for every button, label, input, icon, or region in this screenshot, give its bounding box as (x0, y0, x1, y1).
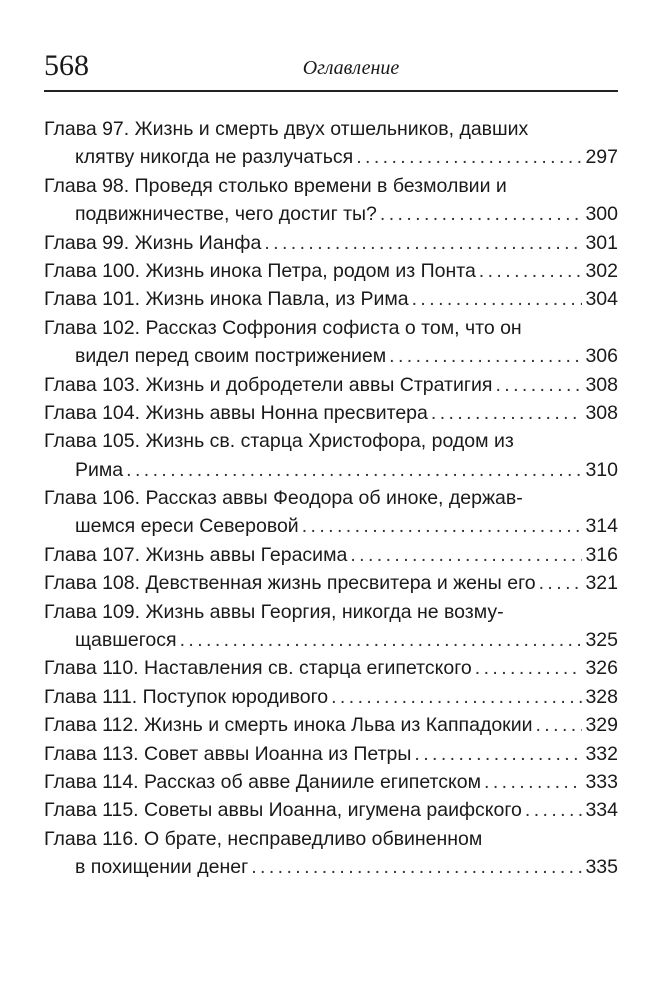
toc-entry-line (44, 172, 618, 200)
toc-entry (44, 598, 618, 655)
toc-entry-last-line (44, 200, 618, 228)
toc-entry-title: в похищении денег (75, 856, 249, 879)
dot-leader (475, 654, 583, 682)
toc-page-number: 304 (585, 288, 618, 311)
dot-leader (389, 342, 582, 370)
toc-entry-last-line (44, 342, 618, 370)
toc-entry-line (44, 115, 618, 143)
toc-page-number: 328 (585, 685, 618, 708)
toc-entry-last-line (44, 654, 618, 682)
toc-page-number: 300 (585, 203, 618, 226)
toc-entry (44, 172, 618, 229)
dot-leader (302, 512, 583, 540)
dot-leader (251, 853, 582, 881)
toc-entry-title: Глава 97. Жизнь и смерть двух отшельников, давших (44, 118, 529, 140)
dot-leader (479, 257, 583, 285)
toc-entry-title: Глава 106. Рассказ аввы Феодора об иноке, держав- (44, 487, 523, 510)
toc-entry-last-line (44, 512, 618, 540)
toc-page-number: 297 (585, 146, 618, 169)
dot-leader (431, 399, 583, 427)
toc-entry-line (44, 825, 618, 853)
toc-page-number: 333 (585, 770, 618, 793)
toc-page-number: 325 (585, 629, 618, 652)
toc-entry-title: Глава 103. Жизнь и добродетели аввы Стратигия (44, 373, 493, 396)
dot-leader (126, 456, 582, 484)
toc-entry-last-line (44, 626, 618, 654)
toc-entry (44, 115, 618, 172)
toc-entry-last-line (44, 456, 618, 484)
toc-entry (44, 825, 618, 882)
dot-leader (535, 711, 582, 739)
toc-entry-last-line (44, 796, 618, 824)
page-number: 568 (44, 49, 89, 82)
dot-leader (180, 626, 583, 654)
toc-entry-title: Рима (75, 458, 124, 481)
toc-page-number: 329 (585, 714, 618, 737)
toc-entry-last-line (44, 285, 618, 313)
toc-page-number: 314 (585, 515, 618, 538)
table-of-contents (44, 115, 618, 882)
toc-entry-last-line (44, 683, 618, 711)
dot-leader (414, 740, 582, 768)
toc-entry (44, 711, 618, 739)
toc-entry-title: Глава 116. О брате, несправедливо обвиненном (44, 827, 483, 850)
toc-entry-last-line (44, 257, 618, 285)
toc-entry (44, 285, 618, 313)
toc-page-number: 301 (585, 231, 618, 254)
toc-entry-line (44, 427, 618, 455)
toc-entry-title: шемся ереси Северовой (75, 515, 299, 538)
toc-page-number: 321 (585, 572, 618, 595)
toc-entry-line (44, 484, 618, 512)
toc-page-number: 316 (585, 543, 618, 566)
dot-leader (539, 569, 583, 597)
toc-entry-title: Глава 101. Жизнь инока Павла, из Рима (44, 288, 409, 311)
toc-entry (44, 484, 618, 541)
toc-entry-last-line (44, 399, 618, 427)
toc-page-number: 306 (585, 345, 618, 368)
toc-entry-title: Глава 102. Рассказ Софрония софиста о том, что он (44, 316, 522, 339)
toc-entry-last-line (44, 740, 618, 768)
toc-page-number: 302 (585, 259, 618, 282)
dot-leader (525, 796, 583, 824)
toc-entry-title: Глава 107. Жизнь аввы Герасима (44, 543, 348, 566)
toc-entry-title: Глава 109. Жизнь аввы Георгия, никогда не возму- (44, 600, 504, 623)
toc-entry-last-line (44, 371, 618, 399)
toc-entry (44, 229, 618, 257)
toc-entry-last-line (44, 768, 618, 796)
toc-entry-title: Глава 114. Рассказ об авве Данииле египетском (44, 770, 482, 793)
toc-entry-title: щавшегося (75, 629, 177, 652)
toc-entry-title: Глава 113. Совет аввы Иоанна из Петры (44, 742, 412, 765)
toc-entry (44, 257, 618, 285)
toc-page-number: 308 (585, 401, 618, 424)
toc-page-number: 326 (585, 657, 618, 680)
toc-page-number: 308 (585, 373, 618, 396)
page-header (44, 46, 618, 96)
toc-entry-title: Глава 98. Проведя столько времени в безмолвии и (44, 174, 507, 197)
toc-entry-title: видел перед своим пострижением (75, 345, 387, 368)
toc-entry-last-line (44, 711, 618, 739)
toc-entry-last-line (44, 541, 618, 569)
running-title: Оглавление (302, 57, 400, 79)
toc-entry-title: Глава 115. Советы аввы Иоанна, игумена раифского (44, 799, 522, 822)
dot-leader (380, 200, 583, 228)
toc-entry-title: подвижничестве, чего достиг ты? (75, 203, 377, 226)
toc-entry-last-line (44, 143, 618, 171)
toc-entry-last-line (44, 569, 618, 597)
dot-leader (412, 285, 583, 313)
toc-page-number: 335 (585, 856, 618, 879)
toc-entry (44, 399, 618, 427)
toc-entry-title: Глава 99. Жизнь Ианфа (44, 231, 262, 254)
toc-entry-title: клятву никогда не разлучаться (75, 146, 354, 169)
header-rule (44, 90, 618, 92)
toc-entry (44, 314, 618, 371)
toc-entry-title: Глава 105. Жизнь св. старца Христофора, родом из (44, 430, 514, 453)
toc-entry-title: Глава 104. Жизнь аввы Нонна пресвитера (44, 401, 428, 424)
dot-leader (356, 143, 582, 171)
toc-entry (44, 768, 618, 796)
dot-leader (350, 541, 582, 569)
dot-leader (264, 229, 582, 257)
toc-entry (44, 796, 618, 824)
toc-entry-line (44, 314, 618, 342)
toc-entry-title: Глава 108. Девственная жизнь пресвитера и жены его (44, 572, 536, 595)
toc-entry-line (44, 598, 618, 626)
toc-entry-last-line (44, 853, 618, 881)
toc-entry-last-line (44, 229, 618, 257)
toc-page-number: 332 (585, 742, 618, 765)
toc-entry-title: Глава 110. Наставления св. старца египетского (44, 657, 472, 680)
toc-page-number: 334 (585, 799, 618, 822)
toc-entry (44, 740, 618, 768)
toc-entry-title: Глава 111. Поступок юродивого (44, 685, 329, 708)
toc-page-number: 310 (585, 458, 618, 481)
dot-leader (484, 768, 582, 796)
dot-leader (331, 683, 582, 711)
toc-entry (44, 683, 618, 711)
toc-entry (44, 371, 618, 399)
toc-entry-title: Глава 112. Жизнь и смерть инока Льва из Каппадокии (44, 714, 533, 737)
toc-entry (44, 541, 618, 569)
dot-leader (495, 371, 582, 399)
toc-entry-title: Глава 100. Жизнь инока Петра, родом из Понта (44, 259, 476, 282)
toc-entry (44, 654, 618, 682)
toc-entry (44, 427, 618, 484)
toc-entry (44, 569, 618, 597)
